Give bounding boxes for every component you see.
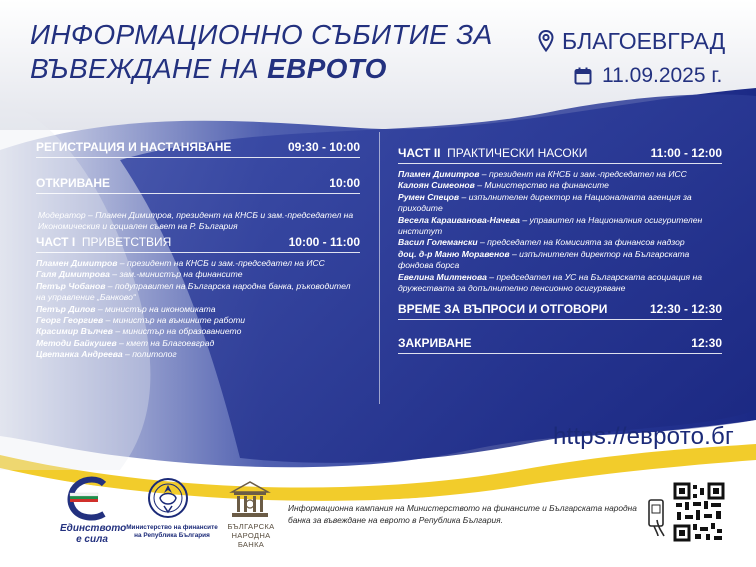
location-text: БЛАГОЕВГРАД bbox=[562, 27, 726, 54]
list-item bbox=[398, 249, 722, 272]
list-item bbox=[36, 326, 360, 337]
program-left-column bbox=[36, 140, 360, 361]
registration-label: РЕГИСТРАЦИЯ И НАСТАНЯВАНЕ bbox=[36, 140, 232, 154]
speaker-name: Галя Димитрова bbox=[36, 269, 110, 280]
phone-scan-icon bbox=[646, 498, 668, 538]
speaker-name: Васил Големански bbox=[398, 237, 478, 248]
speaker-name: Методи Байкушев bbox=[36, 337, 117, 348]
part2-sublabel: ПРАКТИЧЕСКИ НАСОКИ bbox=[447, 146, 588, 160]
part1-sublabel: ПРИВЕТСТВИЯ bbox=[81, 235, 172, 249]
speaker-role: – подуправител на Българска народна банка, ръководител на управление „Банково“ bbox=[36, 280, 351, 303]
list-item bbox=[398, 215, 722, 238]
qa-row bbox=[398, 302, 722, 320]
bnb-logo-text: БЪЛГАРСКА НАРОДНА БАНКА bbox=[227, 522, 275, 549]
date-text: 11.09.2025 г. bbox=[602, 64, 723, 87]
event-title bbox=[30, 18, 510, 86]
speaker-name: Георг Георгиев bbox=[36, 315, 104, 326]
list-item bbox=[36, 315, 360, 326]
part2-time: 11:00 - 12:00 bbox=[650, 146, 722, 160]
speaker-role: – Министерство на финансите bbox=[474, 180, 609, 191]
speaker-role: – президент на КНСБ и зам.-председател на ИСС bbox=[479, 169, 687, 179]
speaker-name: Румен Спецов bbox=[398, 191, 460, 202]
qa-time: 12:30 - 12:30 bbox=[649, 302, 722, 317]
moderator-note: Модератор – Пламен Димитров, президент на КНСБ и зам.-председател на Икономическия и социален съвет на Р. България bbox=[38, 210, 354, 231]
title-highlight: ЕВРОТО bbox=[267, 53, 387, 84]
opening-time: 10:00 bbox=[329, 176, 360, 190]
speaker-name: Петър Чобанов bbox=[36, 280, 106, 291]
location-row bbox=[538, 26, 725, 56]
qa-label: ВРЕМЕ ЗА ВЪПРОСИ И ОТГОВОРИ bbox=[398, 302, 608, 317]
part2-speakers bbox=[398, 169, 722, 294]
speaker-role: – председател на УС на Българската асоциация на дружествата за допълнително пенсионно осигуряване bbox=[398, 271, 703, 294]
list-item bbox=[398, 192, 722, 215]
speaker-name: Пламен Димитров bbox=[398, 169, 480, 179]
closing-row bbox=[398, 336, 722, 354]
euro-unity-logo-icon bbox=[64, 476, 118, 522]
part2-heading bbox=[398, 146, 587, 160]
speaker-role: – министър на икономиката bbox=[95, 303, 216, 314]
registration-time: 09:30 - 10:00 bbox=[287, 140, 360, 154]
speaker-role: – изпълнителен директор на Националната агенция за приходите bbox=[398, 191, 692, 214]
list-item bbox=[398, 180, 722, 191]
opening-label: ОТКРИВАНЕ bbox=[36, 176, 111, 190]
speaker-name: Калоян Симеонов bbox=[398, 180, 475, 191]
part2-label: ЧАСТ II bbox=[398, 146, 441, 160]
part1-speakers bbox=[36, 258, 360, 361]
speaker-role: – кмет на Благоевград bbox=[116, 337, 215, 348]
speaker-role: – политолог bbox=[122, 349, 177, 360]
list-item bbox=[36, 258, 360, 269]
speaker-role: – зам.-министър на финансите bbox=[109, 269, 243, 280]
speaker-role: – министър на външните работи bbox=[103, 315, 246, 326]
calendar-icon bbox=[574, 67, 592, 85]
list-item bbox=[36, 281, 360, 304]
list-item bbox=[398, 272, 722, 295]
bnb-building-icon bbox=[228, 478, 272, 522]
ministry-of-finance-emblem-icon bbox=[146, 476, 190, 522]
title-line-1: ИНФОРМАЦИОННО СЪБИТИЕ ЗА bbox=[30, 19, 493, 50]
list-item bbox=[36, 338, 360, 349]
qr-code-icon[interactable] bbox=[673, 482, 725, 542]
column-divider bbox=[379, 132, 380, 404]
campaign-text: Информационна кампания на Министерството на финансите и Българската народна банка за въвеждане на еврото в Република България. bbox=[288, 503, 637, 525]
part1-row bbox=[36, 235, 360, 253]
speaker-name: Евелина Милтенова bbox=[398, 271, 487, 282]
speaker-role: – председател на Комисията за финансов надзор bbox=[477, 237, 685, 248]
speaker-role: – изпълнителен директор на Българската фондова борса bbox=[398, 248, 690, 271]
part1-heading bbox=[36, 235, 171, 249]
ministry-of-finance-text: Министерство на финансите на Република България bbox=[126, 524, 218, 539]
euro-unity-logo-text: Единството е сила bbox=[60, 523, 127, 545]
speaker-role: – президент на КНСБ и зам.-председател на ИСС bbox=[117, 258, 325, 268]
map-pin-icon bbox=[538, 30, 554, 52]
program-right-column bbox=[398, 146, 722, 354]
speaker-role: – министър на образованието bbox=[112, 326, 242, 337]
speaker-name: Петър Дилов bbox=[36, 303, 96, 314]
speaker-name: Цветанка Андреева bbox=[36, 349, 123, 360]
list-item bbox=[36, 349, 360, 360]
title-line-2 bbox=[30, 52, 510, 86]
list-item bbox=[398, 169, 722, 180]
list-item bbox=[36, 269, 360, 280]
opening-row bbox=[36, 176, 360, 194]
speaker-name: Пламен Димитров bbox=[36, 258, 118, 268]
registration-row bbox=[36, 140, 360, 158]
date-row bbox=[574, 62, 722, 90]
speaker-name: Красимир Вълчев bbox=[36, 326, 113, 337]
list-item bbox=[36, 304, 360, 315]
part2-row bbox=[398, 146, 722, 164]
speaker-role: – управител на Националния осигурителен институт bbox=[398, 214, 703, 237]
closing-label: ЗАКРИВАНЕ bbox=[398, 336, 472, 351]
title-line-2-prefix: ВЪВЕЖДАНЕ НА bbox=[30, 53, 268, 84]
list-item bbox=[398, 237, 722, 248]
website-link[interactable]: https://еврото.бг bbox=[553, 423, 734, 450]
speaker-name: доц. д-р Маню Моравенов bbox=[398, 248, 510, 259]
part1-time: 10:00 - 11:00 bbox=[288, 235, 360, 249]
part1-label: ЧАСТ I bbox=[36, 235, 76, 249]
speaker-name: Весела Караиванова-Начева bbox=[398, 214, 520, 225]
closing-time: 12:30 bbox=[691, 336, 722, 351]
